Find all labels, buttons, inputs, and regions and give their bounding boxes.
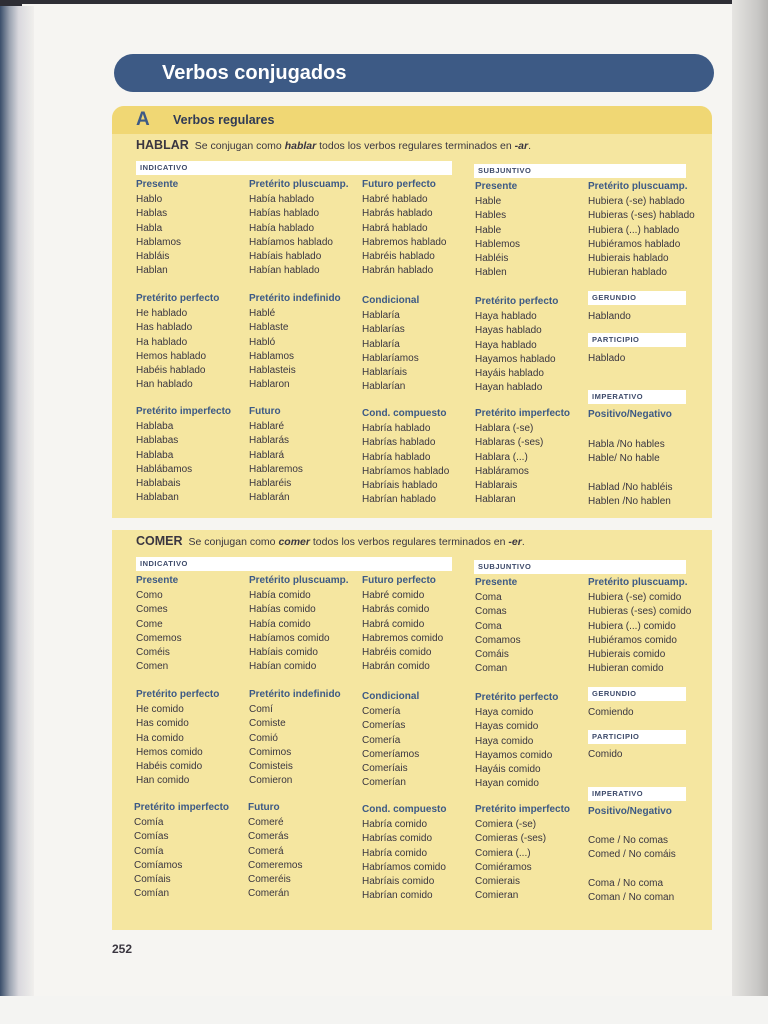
conjugated-form: Comerían: [362, 777, 406, 789]
conjugated-form: Hablara (...): [475, 451, 528, 463]
block-imperativo: [588, 438, 712, 509]
block-subjuntivo-preterito-perfecto: [475, 295, 587, 395]
block-indicativo-preterito-perfecto: [136, 688, 248, 788]
block-indicativo-preterito-perfecto: [136, 292, 248, 392]
block-subjuntivo-pluscuamperfecto: [588, 576, 712, 676]
conjugated-form: Hablabais: [136, 478, 181, 490]
conjugated-form: Habías hablado: [249, 208, 320, 220]
tense-title: Cond. compuesto: [362, 408, 447, 419]
conjugated-form: Hables: [475, 210, 507, 222]
conjugated-form: Hable: [475, 224, 502, 236]
block-indicativo-futuro-perfecto: [362, 178, 474, 278]
conjugated-form: Hablen: [475, 267, 507, 279]
conjugated-form: Habla: [136, 222, 163, 234]
tense-title: Condicional: [362, 295, 420, 306]
subjuntivo-bar: SUBJUNTIVO: [474, 164, 686, 178]
block-indicativo-preterito-indefinido: [249, 688, 361, 788]
conjugated-form: Comieran: [475, 890, 519, 902]
conjugated-form: Habremos hablado: [362, 236, 447, 248]
block-indicativo-pluscuamperfecto: [249, 178, 361, 278]
tense-title: Futuro: [248, 802, 280, 813]
conjugated-form: Habrán comido: [362, 661, 430, 673]
block-indicativo-pluscuamperfecto: [249, 574, 361, 674]
participio-bar: PARTICIPIO: [588, 333, 686, 347]
participio-form: Comido: [588, 749, 623, 760]
block-indicativo-preterito-imperfecto: [136, 405, 248, 505]
verb-description-line: [136, 534, 525, 548]
page-number: 252: [112, 942, 133, 956]
tense-title: Pretérito perfecto: [475, 692, 559, 703]
page-title-bar: [114, 54, 714, 92]
tense-title: Futuro perfecto: [362, 179, 436, 190]
conjugated-form: Habrías comido: [362, 833, 433, 845]
block-indicativo-presente: [136, 574, 248, 674]
block-indicativo-presente: [136, 178, 248, 278]
conjugated-form: Hayas hablado: [475, 325, 542, 337]
conjugated-form: Hablará: [249, 449, 285, 461]
block-indicativo-preterito-indefinido: [249, 292, 361, 392]
conjugated-form: Habrá comido: [362, 618, 425, 630]
tense-title: Pretérito imperfecto: [475, 408, 571, 419]
conjugated-form: Hablemos: [475, 238, 521, 250]
block-indicativo-futuro: [248, 801, 360, 901]
tense-title: Presente: [136, 575, 179, 586]
section-hablar: [112, 106, 712, 518]
conjugated-form: Ha hablado: [136, 336, 188, 348]
conjugated-form: Hablamos: [249, 350, 295, 362]
conjugated-form: Habláramos: [475, 465, 529, 477]
conjugated-form: Coma: [475, 620, 502, 632]
conjugated-form: Comieras (-ses): [475, 833, 547, 845]
conjugated-form: Hablaríamos: [362, 352, 419, 364]
conjugated-form: He hablado: [136, 308, 188, 320]
conjugated-form: Hubieras (-ses) hablado: [588, 210, 695, 222]
conjugated-form: Comió: [249, 732, 278, 744]
tense-title: Pretérito perfecto: [136, 689, 220, 700]
block-subjuntivo-presente: [475, 180, 587, 280]
conjugated-form: Comería: [362, 734, 401, 746]
conjugated-form: Hubiéramos comido: [588, 634, 677, 646]
conjugated-form: Habléis: [475, 253, 509, 265]
gerundio-form: Comiendo: [588, 707, 634, 718]
conjugated-form: Come: [136, 618, 163, 630]
conjugated-form: Comí: [249, 704, 273, 716]
conjugated-form: Comías: [134, 831, 169, 843]
gerundio-bar: GERUNDIO: [588, 687, 686, 701]
conjugated-form: Coman: [475, 663, 508, 675]
block-indicativo-condicional: [362, 690, 474, 790]
imperativo-bar: IMPERATIVO: [588, 787, 686, 801]
tense-title: Pretérito perfecto: [475, 296, 559, 307]
conjugated-form: Hablas: [136, 208, 168, 220]
book-spine: [0, 6, 34, 996]
conjugated-form: Había hablado: [249, 222, 315, 234]
tense-title: Cond. compuesto: [362, 804, 447, 815]
conjugated-form: Hayáis hablado: [475, 368, 544, 380]
conjugated-form: Había comido: [249, 618, 311, 630]
conjugated-form: Hablaré: [249, 421, 285, 433]
conjugated-form: Habían comido: [249, 661, 317, 673]
conjugated-form: Hablarais: [475, 480, 518, 492]
tense-title: Pretérito imperfecto: [475, 804, 571, 815]
desc-verb: comer: [278, 536, 310, 548]
desc-mid: todos los verbos regulares terminados en: [316, 140, 515, 152]
desc-post: .: [528, 140, 532, 152]
tense-title: Pretérito indefinido: [249, 293, 341, 304]
conjugated-form: Comerán: [248, 888, 290, 900]
conjugated-form: Habéis hablado: [136, 365, 206, 377]
conjugated-form: Había hablado: [249, 194, 315, 206]
conjugated-form: Habrán hablado: [362, 265, 434, 277]
block-subjuntivo-preterito-perfecto: [475, 691, 587, 791]
conjugated-form: Has comido: [136, 718, 189, 730]
conjugated-form: Habrían comido: [362, 890, 433, 902]
section-title: Verbos regulares: [173, 113, 275, 127]
indicativo-bar: INDICATIVO: [136, 557, 452, 571]
conjugated-form: Hablaste: [249, 322, 289, 334]
imperativo-bar: IMPERATIVO: [588, 390, 686, 404]
conjugated-form: Comía: [134, 817, 164, 829]
conjugated-form: Hayas comido: [475, 721, 539, 733]
conjugated-form: Has hablado: [136, 322, 193, 334]
conjugated-form: Comeréis: [248, 874, 291, 886]
conjugated-form: Hablo: [136, 194, 163, 206]
conjugated-form: Hablan: [136, 265, 168, 277]
conjugated-form: Coma: [475, 592, 502, 604]
imperative-form: [588, 862, 712, 876]
conjugated-form: Comeríais: [362, 763, 408, 775]
conjugated-form: Comieron: [249, 775, 293, 787]
block-indicativo-preterito-imperfecto: [134, 801, 246, 901]
conjugated-form: Habría comido: [362, 819, 428, 831]
conjugated-form: Habrá hablado: [362, 222, 428, 234]
conjugated-form: Como: [136, 590, 163, 602]
conjugated-form: Hubiera (...) comido: [588, 620, 676, 632]
tense-title: Presente: [136, 179, 179, 190]
conjugated-form: Hubierais hablado: [588, 253, 669, 265]
conjugated-form: He comido: [136, 704, 184, 716]
conjugated-form: Hablaran: [475, 494, 516, 506]
desc-ending: -ar: [514, 140, 529, 152]
imperativo-title: Positivo/Negativo: [588, 806, 672, 817]
conjugated-form: Hablaría: [362, 338, 400, 350]
imperative-form: Hablen /No hablen: [588, 495, 671, 507]
conjugated-form: Habían hablado: [249, 265, 320, 277]
conjugated-form: Hablaremos: [249, 463, 303, 475]
conjugated-form: Comeríamos: [362, 748, 420, 760]
indicativo-bar: INDICATIVO: [136, 161, 452, 175]
verb-name: COMER: [136, 534, 183, 548]
desc-mid: todos los verbos regulares terminados en: [309, 536, 509, 548]
tense-title: Futuro perfecto: [362, 575, 436, 586]
conjugated-form: Haya hablado: [475, 311, 537, 323]
conjugated-form: Hablarías: [362, 324, 405, 336]
conjugated-form: Comería: [362, 706, 401, 718]
page-title: Verbos conjugados: [162, 62, 347, 84]
conjugated-form: Hubiera (...) hablado: [588, 224, 680, 236]
section-letter: A: [136, 109, 150, 130]
conjugated-form: Comeremos: [248, 859, 303, 871]
conjugated-form: Habrás comido: [362, 604, 430, 616]
block-subjuntivo-preterito-imperfecto: [475, 803, 587, 903]
conjugated-form: Hubierais comido: [588, 649, 666, 661]
tense-title: Pretérito pluscuamp.: [588, 577, 688, 588]
desc-verb: hablar: [284, 140, 317, 152]
conjugated-form: Hablara (-se): [475, 423, 534, 435]
block-indicativo-cond-compuesto: [362, 407, 474, 507]
imperative-form: Coman / No coman: [588, 891, 675, 903]
tense-title: Pretérito perfecto: [136, 293, 220, 304]
conjugated-form: Hablé: [249, 308, 276, 320]
conjugated-form: Habrías hablado: [362, 437, 436, 449]
conjugated-form: Habremos comido: [362, 632, 444, 644]
conjugated-form: Comas: [475, 606, 507, 618]
conjugated-form: Hablábamos: [136, 463, 193, 475]
conjugated-form: Hubiéramos hablado: [588, 238, 681, 250]
conjugated-form: Haya comido: [475, 735, 534, 747]
conjugated-form: Hablaron: [249, 379, 290, 391]
desc-pre: Se conjugan como: [194, 140, 285, 152]
conjugated-form: Comiera (...): [475, 847, 531, 859]
conjugated-form: Han comido: [136, 775, 190, 787]
conjugated-form: Habíais hablado: [249, 251, 322, 263]
block-imperativo: [588, 834, 712, 905]
conjugated-form: Comíamos: [134, 859, 183, 871]
conjugated-form: Habrían hablado: [362, 494, 436, 506]
tense-title: Pretérito pluscuamp.: [249, 575, 349, 586]
tense-title: Pretérito imperfecto: [134, 802, 230, 813]
conjugated-form: Comamos: [475, 634, 521, 646]
tense-title: Futuro: [249, 406, 281, 417]
conjugated-form: Hemos hablado: [136, 350, 207, 362]
conjugated-form: Comiste: [249, 718, 286, 730]
tense-title: Condicional: [362, 691, 420, 702]
conjugated-form: Coméis: [136, 647, 170, 659]
participio-form: Hablado: [588, 353, 626, 364]
conjugated-form: Comisteis: [249, 761, 293, 773]
imperative-form: Hable/ No hable: [588, 453, 660, 465]
conjugated-form: Hayan comido: [475, 778, 539, 790]
tense-title: Presente: [475, 577, 518, 588]
conjugated-form: Haya hablado: [475, 339, 537, 351]
conjugated-form: Hablaría: [362, 310, 400, 322]
section-header-strip: [112, 106, 712, 134]
conjugated-form: Habláis: [136, 251, 170, 263]
conjugated-form: Comimos: [249, 746, 292, 758]
conjugated-form: Comemos: [136, 632, 182, 644]
conjugated-form: Ha comido: [136, 732, 184, 744]
conjugated-form: Hablarás: [249, 435, 290, 447]
imperative-form: Coma / No coma: [588, 877, 664, 889]
conjugated-form: Haya comido: [475, 707, 534, 719]
tense-title: Pretérito imperfecto: [136, 406, 232, 417]
imperative-form: Come / No comas: [588, 835, 669, 846]
block-subjuntivo-pluscuamperfecto: [588, 180, 712, 280]
imperative-form: Comed / No comáis: [588, 849, 676, 861]
conjugated-form: Habréis hablado: [362, 251, 435, 263]
conjugated-form: Hablasteis: [249, 365, 296, 377]
conjugated-form: Habíamos comido: [249, 632, 330, 644]
conjugated-form: Hablamos: [136, 236, 182, 248]
verb-description-line: [136, 138, 531, 152]
conjugated-form: Habría comido: [362, 847, 428, 859]
conjugated-form: Habría hablado: [362, 423, 431, 435]
conjugated-form: Comían: [134, 888, 170, 900]
conjugated-form: Habré hablado: [362, 194, 428, 206]
conjugated-form: Hemos comido: [136, 746, 203, 758]
conjugated-form: Hablaban: [136, 492, 179, 504]
tense-title: Presente: [475, 181, 518, 192]
conjugated-form: Hubiera (-se) comido: [588, 592, 682, 604]
conjugated-form: Hubieran hablado: [588, 267, 667, 279]
section-comer: [112, 530, 712, 930]
conjugated-form: Hablaríais: [362, 367, 408, 379]
gerundio-form: Hablando: [588, 311, 631, 322]
desc-ending: -er: [508, 536, 522, 548]
conjugated-form: Hablaras (-ses): [475, 437, 544, 449]
block-subjuntivo-presente: [475, 576, 587, 676]
conjugated-form: Comiéramos: [475, 861, 532, 873]
conjugated-form: Han hablado: [136, 379, 193, 391]
conjugated-form: Hablarán: [249, 492, 290, 504]
verb-name: HABLAR: [136, 138, 189, 152]
tense-title: Pretérito pluscuamp.: [249, 179, 349, 190]
conjugated-form: Comíais: [134, 874, 171, 886]
conjugated-form: Hablarían: [362, 381, 406, 393]
facing-page-edge: [732, 0, 768, 1024]
imperative-form: Habla /No hables: [588, 439, 665, 450]
block-subjuntivo-preterito-imperfecto: [475, 407, 587, 507]
desc-post: .: [521, 536, 525, 548]
conjugated-form: Habló: [249, 336, 276, 348]
subjuntivo-bar: SUBJUNTIVO: [474, 560, 686, 574]
conjugated-form: Habías comido: [249, 604, 316, 616]
tense-title: Pretérito pluscuamp.: [588, 181, 688, 192]
conjugated-form: Comerás: [248, 831, 289, 843]
conjugated-form: Hubieran comido: [588, 663, 664, 675]
conjugated-form: Hayamos comido: [475, 749, 553, 761]
block-indicativo-futuro: [249, 405, 361, 505]
participio-bar: PARTICIPIO: [588, 730, 686, 744]
conjugated-form: Comen: [136, 661, 169, 673]
conjugated-form: Hayáis comido: [475, 764, 541, 776]
conjugated-form: Habríamos comido: [362, 861, 446, 873]
conjugated-form: Hablaba: [136, 449, 174, 461]
conjugated-form: Habríamos hablado: [362, 465, 450, 477]
tense-title: Pretérito indefinido: [249, 689, 341, 700]
conjugated-form: Hayamos hablado: [475, 353, 556, 365]
conjugated-form: Habré comido: [362, 590, 425, 602]
conjugated-form: Habréis comido: [362, 647, 432, 659]
block-indicativo-cond-compuesto: [362, 803, 474, 903]
conjugated-form: Hubieras (-ses) comido: [588, 606, 692, 618]
conjugated-form: Comierais: [475, 876, 521, 888]
conjugated-form: Hablaba: [136, 421, 174, 433]
imperativo-title: Positivo/Negativo: [588, 409, 672, 420]
conjugated-form: Habéis comido: [136, 761, 203, 773]
gerundio-bar: GERUNDIO: [588, 291, 686, 305]
conjugated-form: Comeré: [248, 817, 284, 829]
block-indicativo-condicional: [362, 294, 474, 394]
page-bottom-margin: [0, 996, 768, 1024]
conjugated-form: Hablabas: [136, 435, 179, 447]
conjugated-form: Hablaréis: [249, 478, 292, 490]
conjugated-form: Comáis: [475, 649, 509, 661]
conjugated-form: Habíamos hablado: [249, 236, 333, 248]
conjugated-form: Hayan hablado: [475, 382, 543, 394]
conjugated-form: Hubiera (-se) hablado: [588, 196, 685, 208]
conjugated-form: Había comido: [249, 590, 311, 602]
conjugated-form: Comerá: [248, 845, 284, 857]
conjugated-form: Comerías: [362, 720, 406, 732]
conjugated-form: Habrás hablado: [362, 208, 433, 220]
conjugated-form: Habríais comido: [362, 876, 435, 888]
imperative-form: Hablad /No habléis: [588, 481, 673, 493]
block-indicativo-futuro-perfecto: [362, 574, 474, 674]
conjugated-form: Habría hablado: [362, 451, 431, 463]
conjugated-form: Hable: [475, 196, 502, 208]
imperative-form: [588, 466, 712, 480]
conjugated-form: Comes: [136, 604, 168, 616]
conjugated-form: Comía: [134, 845, 164, 857]
conjugated-form: Habíais comido: [249, 647, 318, 659]
conjugated-form: Habríais hablado: [362, 480, 438, 492]
conjugated-form: Comiera (-se): [475, 819, 537, 831]
desc-pre: Se conjugan como: [188, 536, 279, 548]
